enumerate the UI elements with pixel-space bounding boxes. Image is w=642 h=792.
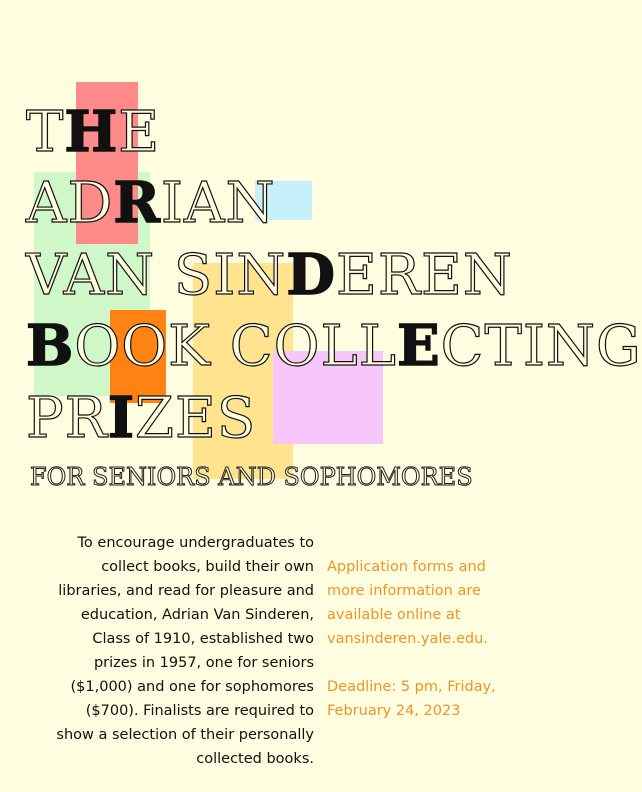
title-line-3: VAN SINDEREN: [26, 242, 513, 308]
title-line-1: THE: [26, 99, 161, 165]
title-line-2: ADRIAN: [26, 170, 276, 236]
application-info: Application forms and more information are available online at vansinderen.yale.edu.: [327, 559, 488, 647]
info-column: [327, 555, 517, 723]
deadline-info: Deadline: 5 pm, Friday, February 24, 2023: [327, 679, 496, 719]
subtitle: FOR SENIORS AND SOPHOMORES: [30, 463, 473, 491]
description-paragraph: To encourage undergraduates to collect books, build their own libraries, and read for pleasure and education, Adrian Van Sinderen, Class of 1910, established two prizes in 1957, one for seniors ($1,000) and one for sophomores ($700). Finalists are required to show a selection of their personally collected books.: [56, 535, 314, 767]
title-line-4: BOOK COLLECTING: [26, 313, 642, 379]
title-line-5: PRIZES: [26, 385, 257, 451]
